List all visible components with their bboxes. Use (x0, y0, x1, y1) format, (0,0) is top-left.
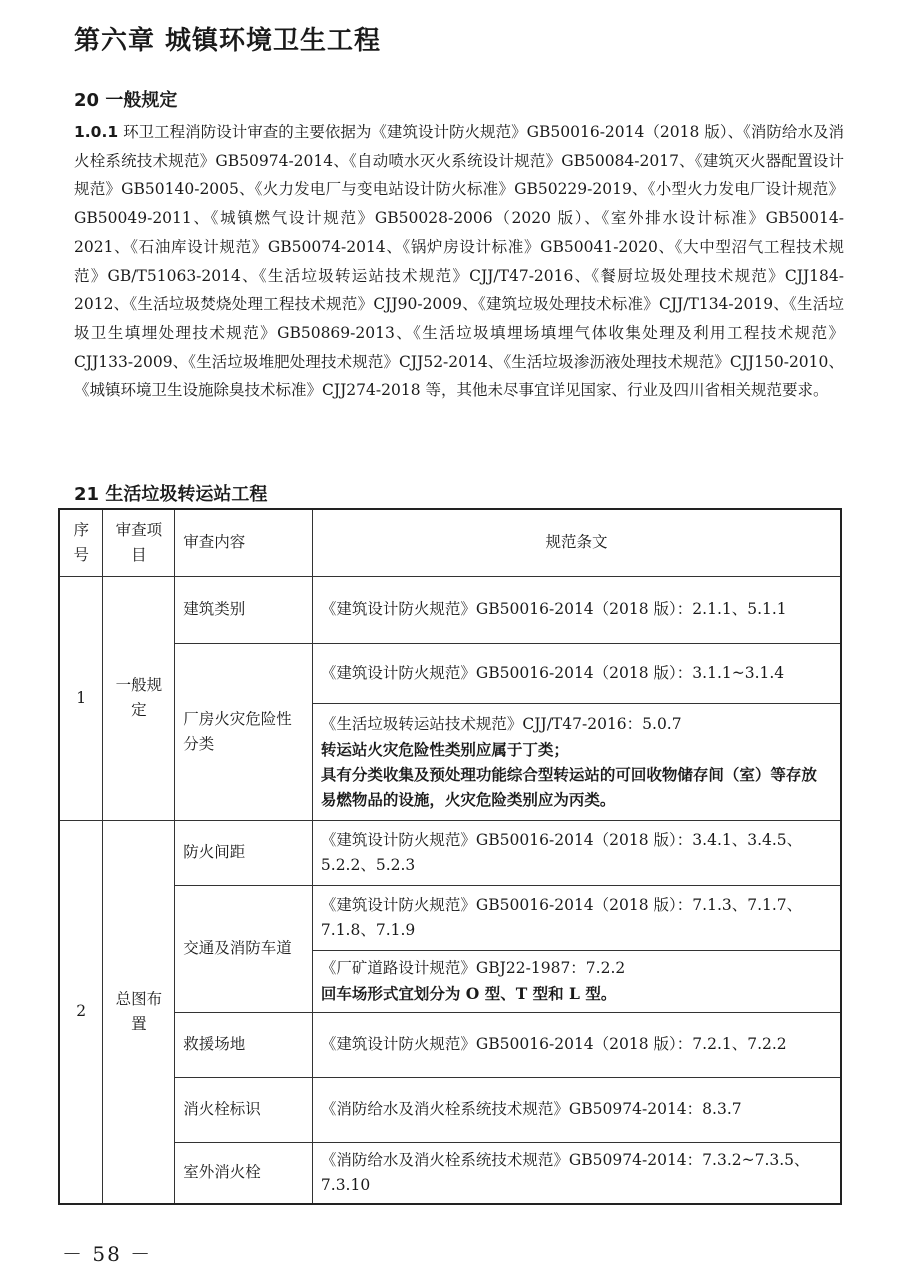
section-21-heading: 21 生活垃圾转运站工程 (74, 484, 268, 505)
clause-reference: 《生活垃圾转运站技术规范》CJJ/T47-2016：5.0.7 (320, 714, 682, 733)
table-row (59, 820, 841, 885)
group-1-no: 1 (59, 576, 103, 820)
clause-requirement: 转运站火灾危险性类别应属于丁类； (320, 739, 569, 759)
table-row (59, 885, 841, 950)
row-clause: 《建筑设计防火规范》GB50016-2014（2018 版）：7.1.3、7.1.7、7.1.8、7.1.9 (312, 885, 841, 950)
header-clause: 规范条文 (312, 509, 841, 576)
row-content: 救援场地 (175, 1012, 313, 1077)
row-content: 交通及消防车道 (175, 885, 313, 1012)
row-content: 建筑类别 (175, 576, 313, 643)
header-item: 审查项目 (103, 509, 175, 576)
clause-number: 1.0.1 (74, 123, 119, 141)
row-clause-detail (312, 950, 841, 1012)
row-content: 室外消火栓 (175, 1142, 313, 1204)
table-row (59, 1142, 841, 1204)
clause-reference: 《厂矿道路设计规范》GBJ22-1987：7.2.2 (320, 959, 626, 977)
header-content: 审查内容 (175, 509, 313, 576)
group-2-no: 2 (59, 820, 103, 1204)
clause-requirement: 具有分类收集及预处理功能综合型转运站的可回收物储存间（室）等存放易燃物品的设施，火灾危险类别应为丙类。 (320, 764, 817, 809)
row-clause: 《消防给水及消火栓系统技术规范》GB50974-2014：8.3.7 (312, 1077, 841, 1142)
page-number: － 58 － (62, 1242, 153, 1266)
table-row (59, 576, 841, 643)
row-clause: 《建筑设计防火规范》GB50016-2014（2018 版）：2.1.1、5.1.1 (312, 576, 841, 643)
header-no: 序号 (59, 509, 103, 576)
row-clause: 《建筑设计防火规范》GB50016-2014（2018 版）：3.1.1~3.1.4 (312, 643, 841, 703)
review-table (58, 508, 842, 1205)
row-content: 防火间距 (175, 820, 313, 885)
clause-text: 环卫工程消防设计审查的主要依据为《建筑设计防火规范》GB50016-2014（2018 版）、《消防给水及消火栓系统技术规范》GB50974-2014、《自动喷水灭火系统设计规范》GB50084-2017、《建筑灭火器配置设计规范》GB50140-2005、《火力发电厂与变电站设计防火标准》GB50229-2019、《小型火力发电厂设计规范》GB50049-2011、《城镇燃气设计规范》GB50028-2006（2020 版）、《室外排水设计标准》GB50014-2021、《石油库设计规范》GB50074-2014、《锅炉房设计标准》GB50041-2020、《大中型沼气工程技术规范》GB/T51063-2014、《生活垃圾转运站技术规范》CJJ/T47-2016、《餐厨垃圾处理技术规范》CJJ184-2012、《生活垃圾焚烧处理工程技术规范》CJJ90-2009、《建筑垃圾处理技术标准》CJJ/T134-2019、《生活垃圾卫生填埋处理技术规范》GB50869-2013、《生活垃圾填埋场填埋气体收集处理及利用工程技术规范》CJJ133-2009、《生活垃圾堆肥处理技术规范》CJJ52-2014、《生活垃圾渗沥液处理技术规范》CJJ150-2010、《城镇环境卫生设施除臭技术标准》CJJ274-2018 等，其他未尽事宜详见国家、行业及四川省相关规范要求。 (74, 123, 844, 400)
clause-requirement: 回车场形式宜划分为 O 型、T 型和 L 型。 (320, 984, 617, 1003)
row-clause-detail (312, 703, 841, 820)
row-content: 消火栓标识 (175, 1077, 313, 1142)
row-content: 厂房火灾危险性分类 (175, 643, 313, 820)
table-row (59, 1077, 841, 1142)
table-row (59, 643, 841, 703)
section-20-heading: 20 一般规定 (74, 90, 178, 111)
clause-1-0-1 (74, 118, 844, 405)
chapter-title: 第六章 城镇环境卫生工程 (74, 26, 382, 56)
row-clause: 《消防给水及消火栓系统技术规范》GB50974-2014：7.3.2~7.3.5、7.3.10 (312, 1142, 841, 1204)
table-header-row (59, 509, 841, 576)
group-2-item: 总图布置 (103, 820, 175, 1204)
table-row (59, 1012, 841, 1077)
row-clause: 《建筑设计防火规范》GB50016-2014（2018 版）：3.4.1、3.4.5、5.2.2、5.2.3 (312, 820, 841, 885)
row-clause: 《建筑设计防火规范》GB50016-2014（2018 版）：7.2.1、7.2.2 (312, 1012, 841, 1077)
group-1-item: 一般规定 (103, 576, 175, 820)
